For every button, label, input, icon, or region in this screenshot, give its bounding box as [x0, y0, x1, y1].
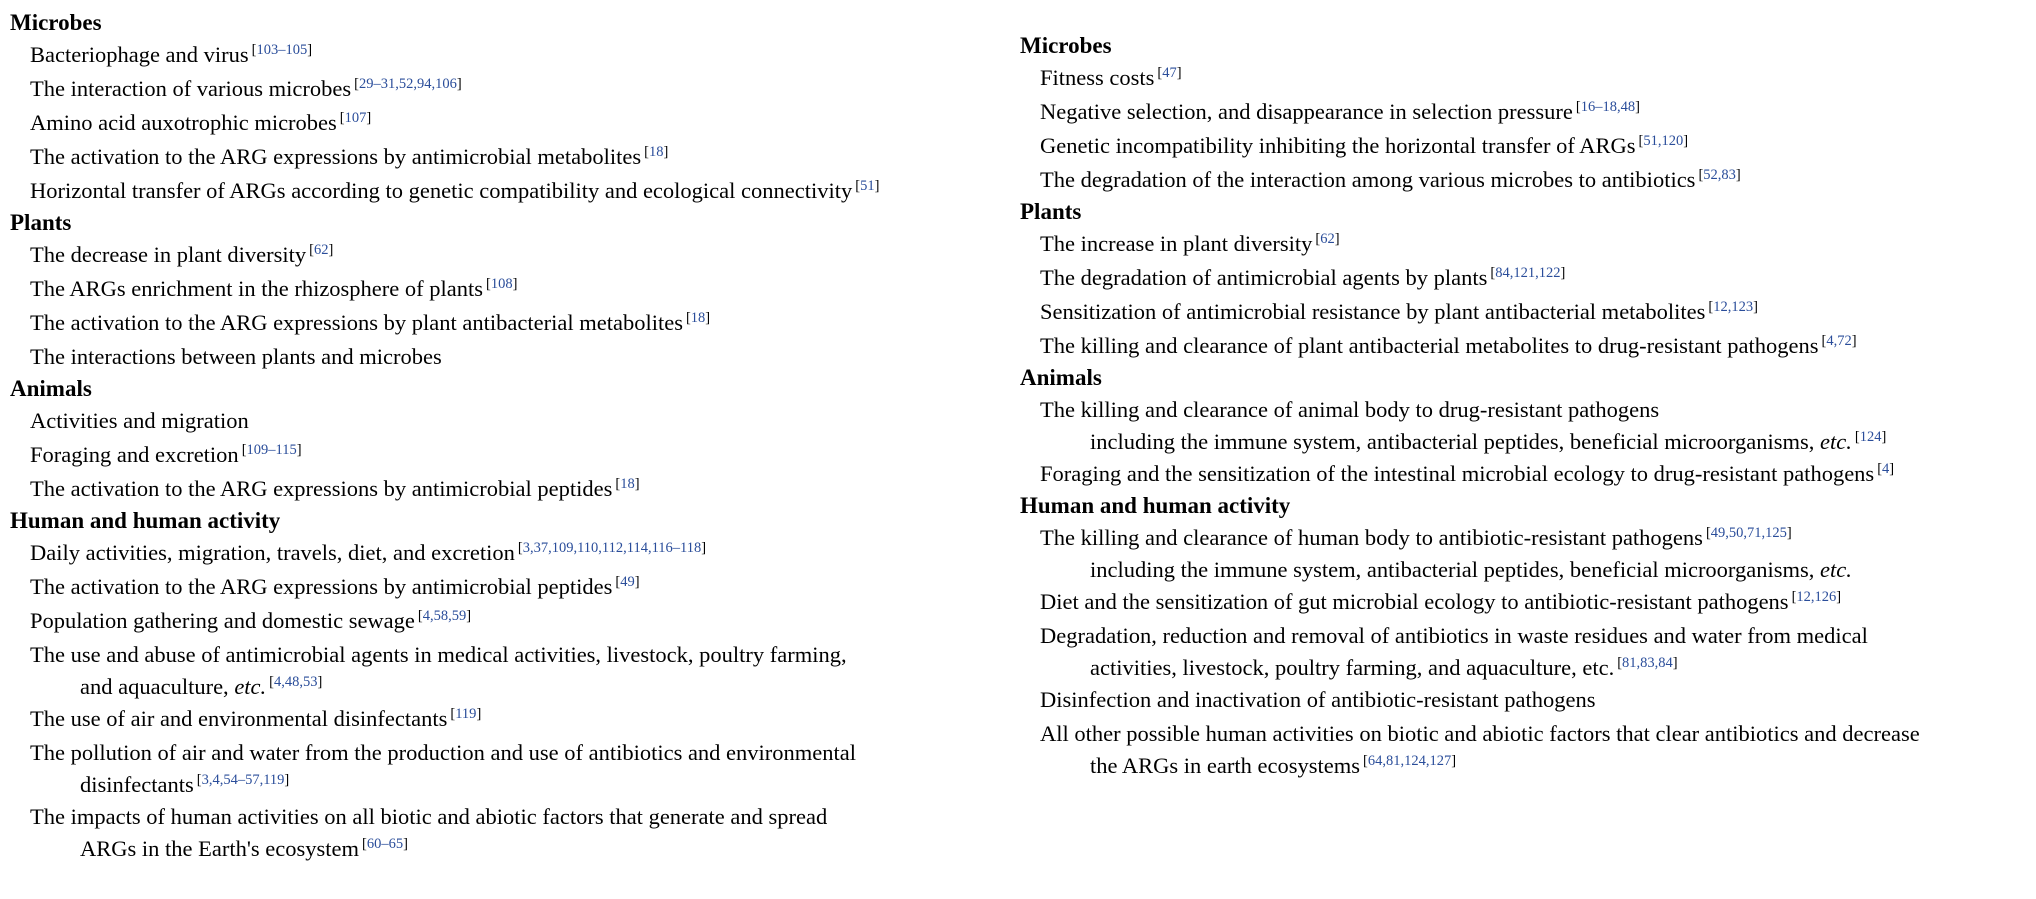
list-item — [1020, 295, 2030, 329]
citation-numbers: 16–18,48 — [1580, 99, 1636, 115]
item-text: Daily activities, migration, travels, diet, and excretion — [30, 540, 515, 565]
citation-numbers: 4,72 — [1826, 333, 1852, 349]
list-item — [10, 800, 1010, 864]
section-heading-human-and-human-activity: Human and human activity — [10, 508, 281, 533]
citation-ref[interactable]: [51] — [855, 178, 880, 194]
citation-ref[interactable]: [12,123] — [1708, 299, 1758, 315]
list-item — [10, 536, 1010, 570]
section-heading-human-and-human-activity: Human and human activity — [1020, 493, 1291, 518]
item-text: The interaction of various microbes — [30, 76, 352, 101]
citation-numbers: 119 — [455, 706, 477, 722]
item-text: The interactions between plants and microbes — [30, 344, 442, 369]
item-text: Sensitization of antimicrobial resistance by plant antibacterial metabolites — [1040, 299, 1706, 324]
item-text-continuation: activities, livestock, poultry farming, and aquaculture, etc. — [1090, 655, 1615, 680]
citation-ref[interactable]: [51,120] — [1638, 133, 1689, 149]
list-item — [1020, 329, 2030, 363]
item-text: The impacts of human activities on all biotic and abiotic factors that generate and spread — [30, 804, 828, 829]
citation-numbers: 51 — [860, 178, 875, 194]
citation-ref[interactable]: [107] — [339, 110, 372, 126]
item-text: Degradation, reduction and removal of antibiotics in waste residues and water from medical — [1040, 623, 1868, 648]
item-text: The activation to the ARG expressions by antimicrobial peptides — [30, 574, 613, 599]
citation-numbers: 84,121,122 — [1495, 265, 1561, 281]
item-text: The degradation of the interaction among various microbes to antibiotics — [1040, 167, 1696, 192]
citation-ref[interactable]: [49] — [615, 574, 640, 590]
list-item — [10, 736, 1010, 800]
citation-ref[interactable]: [3,37,109,110,112,114,116–118] — [517, 540, 707, 556]
citation-ref[interactable]: [52,83] — [1698, 167, 1741, 183]
list-item — [10, 238, 1010, 272]
citation-ref[interactable]: [12,126] — [1791, 589, 1842, 605]
item-text: Negative selection, and disappearance in selection pressure — [1040, 99, 1573, 124]
list-item — [10, 140, 1010, 174]
citation-numbers: 109–115 — [246, 442, 297, 458]
item-text: The use and abuse of antimicrobial agents in medical activities, livestock, poultry farming, — [30, 642, 847, 667]
list-item — [10, 570, 1010, 604]
section-heading-animals: Animals — [1020, 365, 1102, 390]
citation-numbers: 64,81,124,127 — [1367, 753, 1452, 769]
citation-numbers: 3,4,54–57,119 — [201, 772, 285, 788]
citation-ref[interactable]: [62] — [1315, 231, 1340, 247]
item-text: Genetic incompatibility inhibiting the horizontal transfer of ARGs — [1040, 133, 1636, 158]
list-item — [10, 472, 1010, 506]
citation-ref[interactable]: [29–31,52,94,106] — [354, 76, 462, 92]
citation-numbers: 62 — [1320, 231, 1335, 247]
item-text: The killing and clearance of plant antibacterial metabolites to drug-resistant pathogens — [1040, 333, 1819, 358]
list-item — [10, 604, 1010, 638]
list-item — [10, 306, 1010, 340]
item-text: Foraging and the sensitization of the intestinal microbial ecology to drug-resistant pathogens — [1040, 461, 1875, 486]
citation-ref[interactable]: [84,121,122] — [1490, 265, 1566, 281]
item-text: The killing and clearance of human body to antibiotic-resistant pathogens — [1040, 525, 1703, 550]
item-text: Horizontal transfer of ARGs according to genetic compatibility and ecological connectivity — [30, 178, 853, 203]
citation-numbers: 52,83 — [1703, 167, 1736, 183]
item-text-continuation: the ARGs in earth ecosystems — [1090, 753, 1360, 778]
citation-numbers: 18 — [620, 476, 635, 492]
citation-numbers: 4,48,53 — [274, 674, 318, 690]
section-heading-microbes: Microbes — [1020, 33, 1112, 58]
item-text: Disinfection and inactivation of antibiotic-resistant pathogens — [1040, 687, 1596, 712]
citation-ref[interactable]: [18] — [685, 310, 711, 326]
citation-numbers: 60–65 — [366, 836, 404, 852]
citation-numbers: 51,120 — [1643, 133, 1684, 149]
item-text: Population gathering and domestic sewage — [30, 608, 415, 633]
citation-numbers: 47 — [1162, 65, 1177, 81]
italic-text: etc. — [1820, 429, 1852, 454]
list-item — [1020, 129, 2030, 163]
list-item — [10, 702, 1010, 736]
list-item — [1020, 261, 2030, 295]
list-item — [1020, 717, 2030, 781]
left-column — [10, 0, 1010, 864]
citation-numbers: 107 — [344, 110, 367, 126]
citation-numbers: 4 — [1882, 461, 1890, 477]
item-text: Foraging and excretion — [30, 442, 239, 467]
item-text: The decrease in plant diversity — [30, 242, 307, 267]
list-item — [10, 638, 1010, 702]
item-text: All other possible human activities on biotic and abiotic factors that clear antibiotics and decrease — [1040, 721, 1920, 746]
citation-ref[interactable]: [119] — [450, 706, 482, 722]
list-item — [1020, 393, 2030, 457]
list-item — [10, 404, 1010, 438]
citation-ref[interactable]: [62] — [309, 242, 334, 258]
citation-numbers: 4,58,59 — [422, 608, 467, 624]
citation-ref[interactable]: [103–105] — [251, 42, 313, 58]
citation-ref[interactable]: [16–18,48] — [1575, 99, 1640, 115]
citation-numbers: 49,50,71,125 — [1710, 525, 1787, 541]
citation-numbers: 12,123 — [1713, 299, 1754, 315]
list-item — [10, 38, 1010, 72]
list-item — [1020, 585, 2030, 619]
item-text: Amino acid auxotrophic microbes — [30, 110, 337, 135]
list-item — [1020, 521, 2030, 585]
citation-numbers: 81,83,84 — [1622, 655, 1673, 671]
section-heading-animals: Animals — [10, 376, 92, 401]
section-heading-microbes: Microbes — [10, 10, 102, 35]
citation-numbers: 108 — [490, 276, 513, 292]
item-text: The degradation of antimicrobial agents by plants — [1040, 265, 1488, 290]
item-text: The activation to the ARG expressions by antimicrobial metabolites — [30, 144, 642, 169]
item-text: Activities and migration — [30, 408, 249, 433]
italic-text: etc. — [234, 674, 267, 699]
citation-ref[interactable]: [3,4,54–57,119] — [196, 772, 290, 788]
list-item — [10, 72, 1010, 106]
item-text: The pollution of air and water from the production and use of antibiotics and environmental — [30, 740, 857, 765]
citation-ref[interactable]: [18] — [644, 144, 669, 160]
citation-numbers: 49 — [620, 574, 635, 590]
item-text: Bacteriophage and virus — [30, 42, 249, 67]
list-item — [1020, 457, 2030, 491]
citation-numbers: 29–31,52,94,106 — [359, 76, 457, 92]
item-text-continuation: and aquaculture, — [80, 674, 229, 699]
item-text: The activation to the ARG expressions by antimicrobial peptides — [30, 476, 613, 501]
item-text: The increase in plant diversity — [1040, 231, 1313, 256]
list-item — [10, 174, 1010, 208]
list-item — [1020, 619, 2030, 683]
list-item — [10, 340, 1010, 374]
citation-numbers: 12,126 — [1796, 589, 1837, 605]
italic-text: etc. — [1820, 557, 1852, 582]
item-text-continuation: including the immune system, antibacterial peptides, beneficial microorganisms, — [1090, 557, 1815, 582]
citation-numbers: 103–105 — [256, 42, 308, 58]
list-item — [1020, 61, 2030, 95]
section-heading-plants: Plants — [10, 210, 72, 235]
item-text: The killing and clearance of animal body to drug-resistant pathogens — [1040, 397, 1660, 422]
item-text: The activation to the ARG expressions by plant antibacterial metabolites — [30, 310, 683, 335]
list-item — [1020, 163, 2030, 197]
citation-ref[interactable]: [4,72] — [1821, 333, 1857, 349]
list-item — [10, 438, 1010, 472]
citation-ref[interactable]: [4] — [1877, 461, 1895, 477]
citation-ref[interactable]: [109–115] — [241, 442, 302, 458]
item-text-continuation: including the immune system, antibacterial peptides, beneficial microorganisms, — [1090, 429, 1815, 454]
citation-ref[interactable]: [49,50,71,125] — [1705, 525, 1792, 541]
list-item — [1020, 227, 2030, 261]
item-text: Fitness costs — [1040, 65, 1155, 90]
item-text-continuation: ARGs in the Earth's ecosystem — [80, 836, 360, 861]
citation-ref[interactable]: [4,58,59] — [417, 608, 472, 624]
citation-numbers: 124 — [1859, 429, 1882, 445]
citation-ref[interactable]: [108] — [486, 276, 518, 292]
citation-ref[interactable]: [60–65] — [362, 836, 408, 852]
citation-numbers: 18 — [690, 310, 706, 326]
item-text: The ARGs enrichment in the rhizosphere of plants — [30, 276, 484, 301]
citation-ref[interactable]: [64,81,124,127] — [1362, 753, 1457, 769]
item-text: The use of air and environmental disinfectants — [30, 706, 448, 731]
section-heading-plants: Plants — [1020, 199, 1082, 224]
list-item — [10, 106, 1010, 140]
item-text: Diet and the sensitization of gut microbial ecology to antibiotic-resistant pathogens — [1040, 589, 1789, 614]
citation-ref[interactable]: [18] — [615, 476, 640, 492]
citation-ref[interactable]: [4,48,53] — [269, 674, 323, 690]
citation-numbers: 62 — [314, 242, 329, 258]
citation-numbers: 18 — [648, 144, 664, 160]
item-text-continuation: disinfectants — [80, 772, 194, 797]
citation-numbers: 3,37,109,110,112,114,116–118 — [522, 540, 702, 556]
right-column — [1020, 0, 2030, 781]
citation-ref[interactable]: [81,83,84] — [1617, 655, 1678, 671]
list-item — [1020, 95, 2030, 129]
list-item — [10, 272, 1010, 306]
list-item — [1020, 683, 2030, 717]
citation-ref[interactable]: [124] — [1854, 429, 1887, 445]
citation-ref[interactable]: [47] — [1157, 65, 1182, 81]
